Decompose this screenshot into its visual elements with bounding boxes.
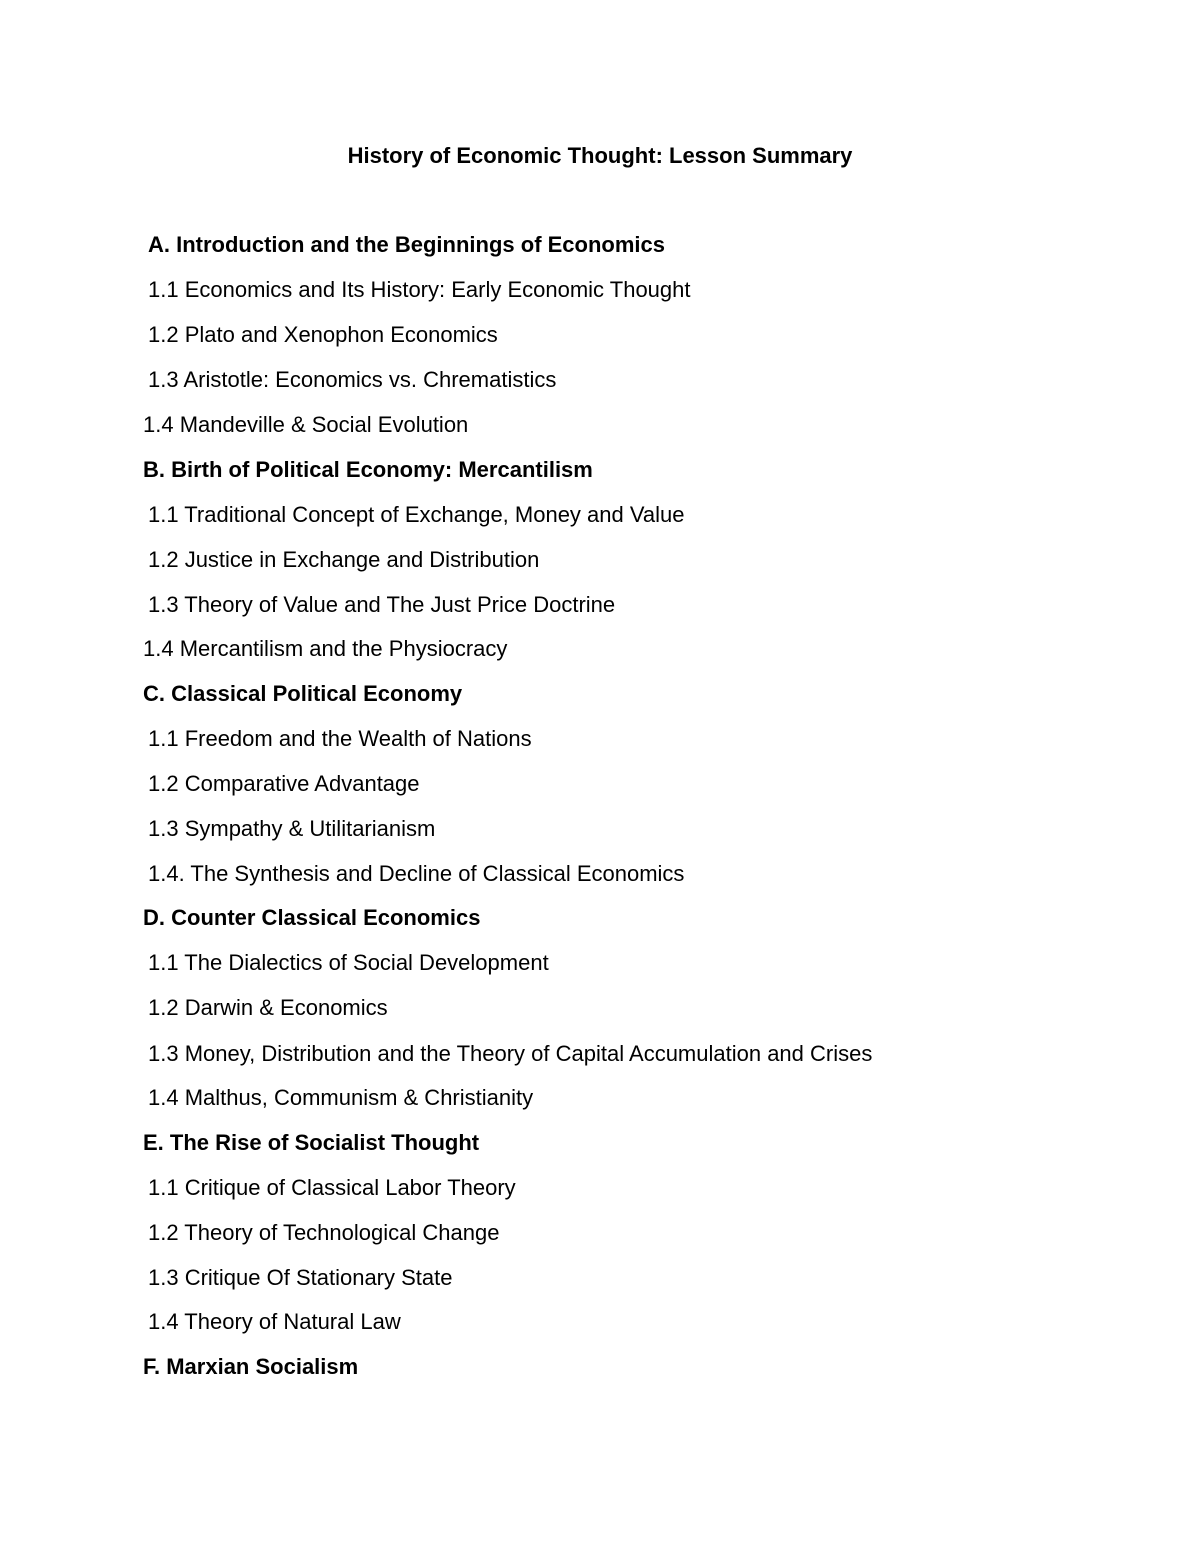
- section-heading-b: B. Birth of Political Economy: Mercantilism: [143, 457, 593, 482]
- section-heading-d: D. Counter Classical Economics: [143, 905, 481, 930]
- section-heading-e: E. The Rise of Socialist Thought: [143, 1130, 480, 1155]
- list-item: 1.4 Theory of Natural Law: [148, 1309, 401, 1334]
- list-item: 1.3 Theory of Value and The Just Price Doctrine: [148, 592, 616, 617]
- list-item: 1.2 Plato and Xenophon Economics: [148, 322, 498, 347]
- list-item: 1.3 Aristotle: Economics vs. Chrematistics: [148, 367, 557, 392]
- list-item: 1.3 Sympathy & Utilitarianism: [148, 816, 436, 841]
- section-heading-f: F. Marxian Socialism: [143, 1354, 359, 1379]
- section-heading-a: A. Introduction and the Beginnings of Economics: [148, 232, 665, 257]
- list-item: 1.3 Critique Of Stationary State: [148, 1265, 453, 1290]
- list-item: 1.2 Darwin & Economics: [148, 995, 388, 1020]
- list-item: 1.1 Critique of Classical Labor Theory: [148, 1175, 516, 1200]
- list-item: 1.1 Freedom and the Wealth of Nations: [148, 726, 532, 751]
- document-title: History of Economic Thought: Lesson Summary: [347, 143, 853, 168]
- list-item: 1.2 Theory of Technological Change: [148, 1220, 500, 1245]
- list-item: 1.4. The Synthesis and Decline of Classical Economics: [148, 861, 685, 886]
- list-item: 1.4 Mandeville & Social Evolution: [143, 412, 469, 437]
- list-item: 1.2 Comparative Advantage: [148, 771, 420, 796]
- list-item: 1.1 Traditional Concept of Exchange, Money and Value: [148, 502, 685, 527]
- list-item: 1.3 Money, Distribution and the Theory of Capital Accumulation and Crises: [148, 1041, 873, 1066]
- list-item: 1.1 Economics and Its History: Early Economic Thought: [148, 277, 691, 302]
- section-heading-c: C. Classical Political Economy: [143, 681, 463, 706]
- list-item: 1.2 Justice in Exchange and Distribution: [148, 547, 540, 572]
- list-item: 1.4 Malthus, Communism & Christianity: [148, 1085, 534, 1110]
- list-item: 1.4 Mercantilism and the Physiocracy: [143, 636, 508, 661]
- list-item: 1.1 The Dialectics of Social Development: [148, 950, 549, 975]
